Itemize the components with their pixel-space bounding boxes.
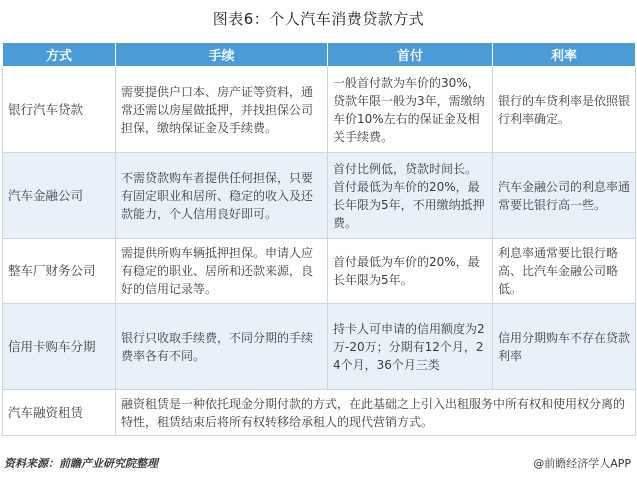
cell-down-payment: 一般首付款为车价的30%，贷款年限一般为3年，需缴纳车价10%左右的保证金及相关手续费。 [328, 67, 493, 153]
brand-label: @前瞻经济学人APP [533, 457, 631, 470]
table-header-row [3, 43, 636, 67]
figure-title: 图表6：个人汽车消费贷款方式 [212, 10, 425, 28]
cell-method: 汽车融资租赁 [3, 390, 116, 436]
cell-rate: 信用分期购车不存在贷款利率 [493, 304, 636, 390]
table-row [3, 239, 636, 304]
cell-rate: 银行的车贷利率是依照银行利率确定。 [493, 67, 636, 153]
header-rate: 利率 [493, 43, 636, 67]
cell-down-payment: 持卡人可申请的信用额度为2万-20万；分期有12个月，24个月，36个月三类 [328, 304, 493, 390]
cell-down-payment: 首付比例低，贷款时间长。首付最低为车价的20%，最长年限为5年，不用缴纳抵押费。 [328, 153, 493, 239]
cell-down-payment: 首付最低为车价的20%，最长年限为5年。 [328, 239, 493, 304]
table-row [3, 390, 636, 436]
header-down-payment: 首付 [328, 43, 493, 67]
cell-method: 整车厂财务公司 [3, 239, 116, 304]
cell-procedure: 银行只收取手续费，不同分期的手续费率各有不同。 [116, 304, 328, 390]
header-procedure: 手续 [116, 43, 328, 67]
cell-procedure: 不需贷款购车者提供任何担保，只要有固定职业和居所、稳定的收入及还款能力，个人信用良好即可。 [116, 153, 328, 239]
cell-rate: 利息率通常要比银行略高、比汽车金融公司略低。 [493, 239, 636, 304]
loan-methods-table [2, 42, 636, 436]
cell-method: 汽车金融公司 [3, 153, 116, 239]
cell-rate: 汽车金融公司的利息率通常要比银行高一些。 [493, 153, 636, 239]
cell-description: 融资租赁是一种依托现金分期付款的方式，在此基础之上引入出租服务中所有权和使用权分离的特性，租赁结束后将所有权转移给承租人的现代营销方式。 [116, 390, 636, 436]
source-note: 资料来源：前瞻产业研究院整理 [4, 457, 158, 470]
table-row [3, 153, 636, 239]
cell-procedure: 需提供所购车辆抵押担保。申请人应有稳定的职业、居所和还款来源，良好的信用记录等。 [116, 239, 328, 304]
table-row [3, 304, 636, 390]
cell-method: 信用卡购车分期 [3, 304, 116, 390]
brand-watermark [533, 455, 631, 471]
header-method: 方式 [3, 43, 116, 67]
cell-method: 银行汽车贷款 [3, 67, 116, 153]
table-row [3, 67, 636, 153]
cell-procedure: 需要提供户口本、房产证等资料，通常还需以房屋做抵押，并找担保公司担保，缴纳保证金及手续费。 [116, 67, 328, 153]
